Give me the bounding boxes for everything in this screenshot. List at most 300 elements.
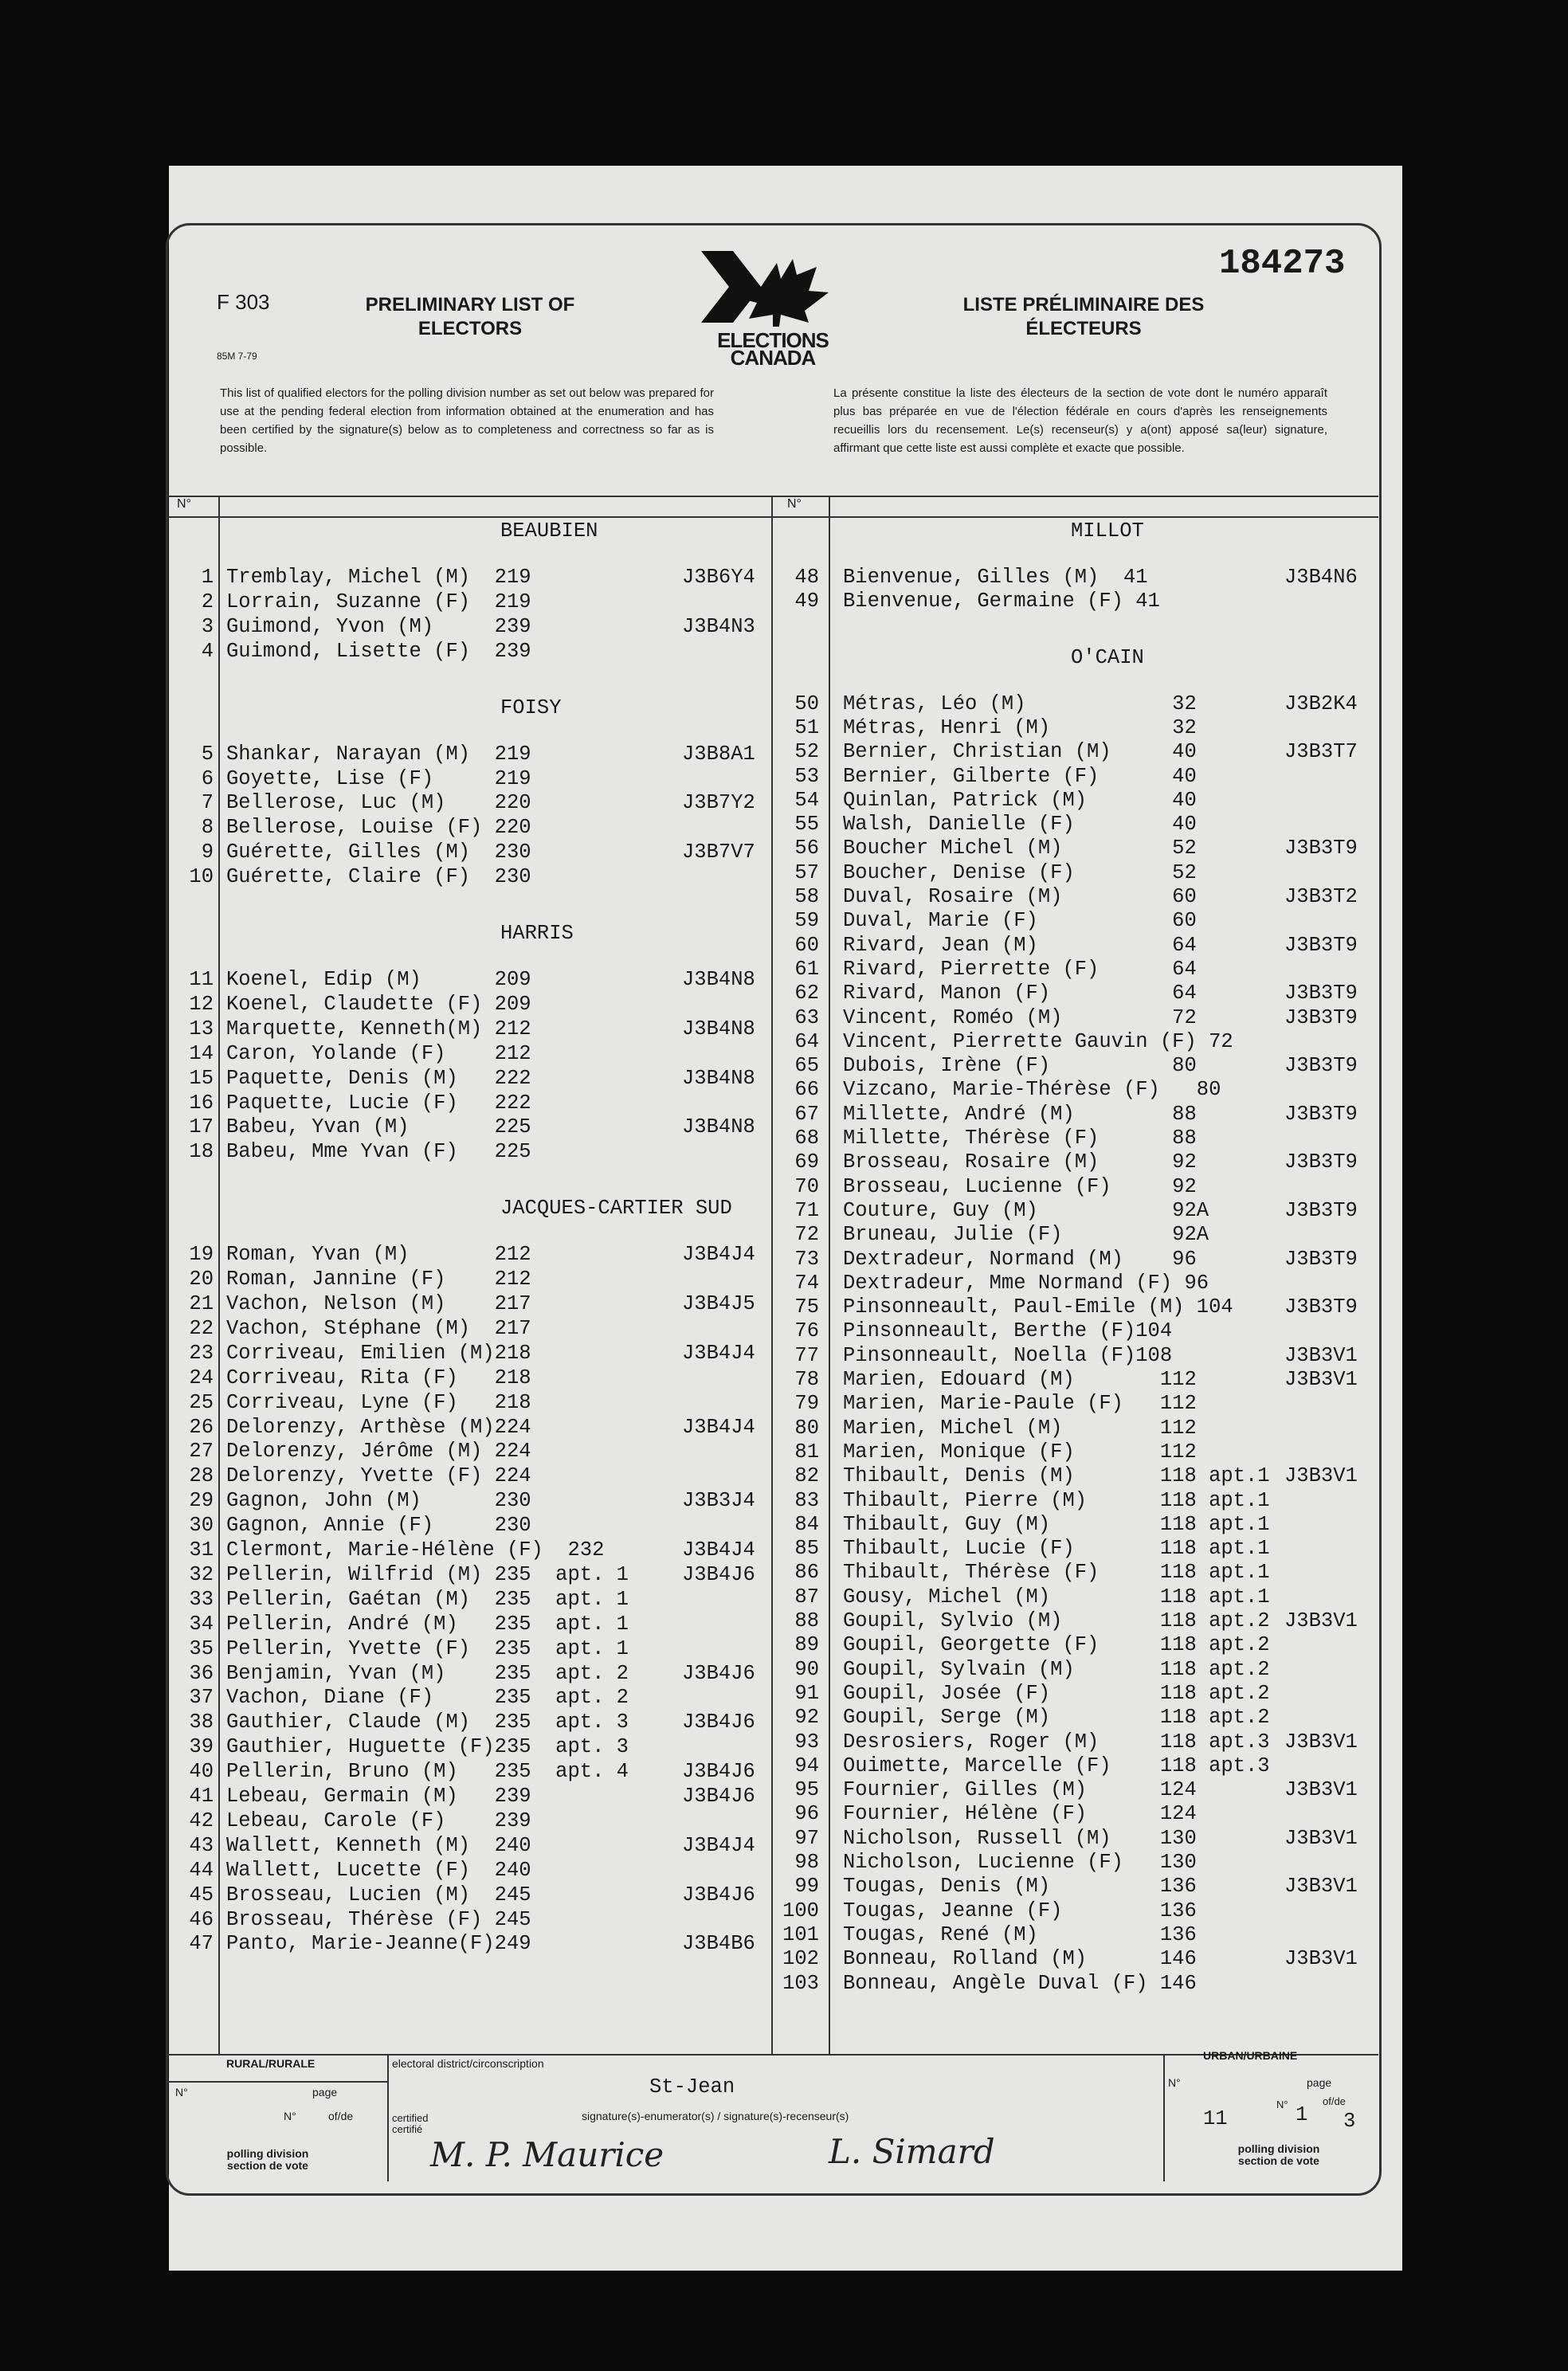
elector-entry: Vachon, Stéphane (M) 217 [226,1316,531,1340]
elector-number: 46 [189,1907,214,1931]
rural-no-2: N° [284,2110,296,2122]
elector-entry: Goyette, Lise (F) 219 [226,766,531,790]
elector-entry: Duval, Marie (F) 60 [843,909,1197,933]
elector-number: 34 [189,1612,214,1636]
elector-number: 15 [189,1066,214,1090]
elector-number: 69 [794,1150,819,1174]
elector-number: 12 [189,992,214,1016]
elector-number: 82 [794,1464,819,1488]
elector-entry: Bellerose, Louise (F) 220 [226,816,531,840]
title-en [319,293,621,341]
maple-leaf-x-icon [685,243,860,331]
form-code: 85M 7-79 [217,351,257,362]
elector-number: 86 [794,1561,819,1585]
elector-entry: Bonneau, Rolland (M) 146 [843,1947,1197,1971]
elector-entry: Paquette, Lucie (F) 222 [226,1091,531,1115]
elector-number: 7 [201,791,214,815]
elector-entry: Pinsonneault, Berthe (F)104 [843,1319,1173,1343]
elector-entry: Thibault, Lucie (F) 118 apt.1 [843,1537,1270,1561]
elector-entry: Shankar, Narayan (M) 219 [226,742,531,766]
elector-number: 9 [201,841,214,864]
elector-number: 11 [189,968,214,991]
postal-code: J3B3T2 [1284,885,1358,908]
elector-number: 59 [794,909,819,933]
elector-number: 63 [794,1005,819,1029]
elector-number: 52 [794,740,819,764]
elector-entry: Caron, Yolande (F) 212 [226,1041,531,1065]
elector-entry: Millette, André (M) 88 [843,1102,1197,1126]
elector-entry: Dubois, Irène (F) 80 [843,1054,1197,1078]
elector-number: 28 [189,1464,214,1488]
elector-number: 94 [794,1754,819,1777]
elector-entry: Wallett, Kenneth (M) 240 [226,1833,531,1857]
elector-number: 92 [794,1706,819,1730]
urban-polling-number: 11 [1203,2107,1228,2130]
elector-entry: Métras, Léo (M) 32 [843,692,1197,715]
elector-entry: Rivard, Pierrette (F) 64 [843,957,1197,981]
elector-entry: Walsh, Danielle (F) 40 [843,813,1197,837]
elector-number: 78 [794,1368,819,1391]
elector-entry: Tremblay, Michel (M) 219 [226,566,531,589]
elector-entry: Lebeau, Carole (F) 239 [226,1809,531,1832]
elector-number: 38 [189,1711,214,1734]
elector-number: 35 [189,1636,214,1660]
street-section-heading: JACQUES-CARTIER SUD [500,1197,732,1221]
postal-code: J3B3V1 [1284,1778,1358,1802]
elector-number: 71 [794,1198,819,1222]
elector-entry: Brosseau, Thérèse (F) 245 [226,1907,531,1931]
elector-number: 48 [794,566,819,589]
elector-number: 10 [189,865,214,889]
table-head-line [167,516,1378,518]
elector-number: 103 [782,1971,819,1995]
elector-number: 47 [189,1932,214,1956]
elector-entry: Vincent, Roméo (M) 72 [843,1005,1197,1029]
urban-polling-division: polling division section de vote [1237,2142,1320,2167]
intro-en: This list of qualified electors for the polling division number as set out below was prepared for use at the pending federal election from information obtained at the enumeration and has been certified by the signature(s) below as to completeness and correctness so far as is possible. [220,386,714,455]
elector-entry: Ouimette, Marcelle (F) 118 apt.3 [843,1754,1270,1777]
elector-entry: Delorenzy, Jérôme (M) 224 [226,1440,531,1464]
rural-of: of/de [328,2110,354,2122]
elector-entry: Rivard, Manon (F) 64 [843,982,1197,1005]
elector-number: 13 [189,1017,214,1040]
postal-code: J3B4J6 [682,1883,755,1907]
elector-entry: Paquette, Denis (M) 222 [226,1066,531,1090]
postal-code: J3B3V1 [1284,1343,1358,1367]
urban-page-of: 3 [1343,2110,1356,2133]
elector-entry: Koenel, Edip (M) 209 [226,968,531,991]
elector-number: 29 [189,1489,214,1513]
elector-entry: Thibault, Denis (M) 118 apt.1 [843,1464,1270,1488]
postal-code: J3B3V1 [1284,1826,1358,1850]
postal-code: J3B4J4 [682,1243,755,1267]
postal-code: J3B8A1 [682,742,755,766]
elector-number: 81 [794,1440,819,1464]
elector-number: 14 [189,1041,214,1065]
elector-entry: Gagnon, John (M) 230 [226,1489,531,1513]
postal-code: J3B4J4 [682,1341,755,1365]
postal-code: J3B3T9 [1284,1054,1358,1078]
postal-code: J3B4N6 [1284,566,1358,589]
elector-entry: Bernier, Gilberte (F) 40 [843,764,1197,788]
elector-number: 66 [794,1078,819,1102]
elector-entry: Bernier, Christian (M) 40 [843,740,1197,764]
elector-number: 55 [794,813,819,837]
postal-code: J3B3T9 [1284,1295,1358,1319]
elector-entry: Delorenzy, Arthèse (M)224 [226,1415,531,1439]
elector-number: 62 [794,982,819,1005]
elector-entry: Bruneau, Julie (F) 92A [843,1223,1209,1247]
elector-entry: Babeu, Mme Yvan (F) 225 [226,1140,531,1164]
elector-number: 32 [189,1562,214,1586]
footer-top-line [167,2054,1378,2056]
elector-entry: Delorenzy, Yvette (F) 224 [226,1464,531,1488]
elector-entry: Duval, Rosaire (M) 60 [843,885,1197,908]
elector-number: 56 [794,837,819,860]
postal-code: J3B3T9 [1284,1247,1358,1271]
elector-entry: Boucher Michel (M) 52 [843,837,1197,860]
postal-code: J3B4J4 [682,1833,755,1857]
elector-number: 2 [201,590,214,613]
elector-number: 39 [189,1735,214,1759]
postal-code: J3B3V1 [1284,1875,1358,1899]
postal-code: J3B4B6 [682,1932,755,1956]
postal-code: J3B4J6 [682,1760,755,1784]
postal-code: J3B3V1 [1284,1464,1358,1488]
elector-entry: Gauthier, Huguette (F)235 apt. 3 [226,1735,629,1759]
elector-number: 72 [794,1223,819,1247]
postal-code: J3B3V1 [1284,1947,1358,1971]
signature-1: M. P. Maurice [430,2135,664,2174]
elector-number: 74 [794,1271,819,1295]
postal-code: J3B4N3 [682,614,755,638]
center-right-divider [829,496,830,2054]
postal-code: J3B3T9 [1284,1150,1358,1174]
postal-code: J3B3V1 [1284,1368,1358,1391]
elector-entry: Brosseau, Lucien (M) 245 [226,1883,531,1907]
elector-number: 53 [794,764,819,788]
elector-number: 44 [189,1858,214,1882]
elector-entry: Panto, Marie-Jeanne(F)249 [226,1932,531,1956]
elector-entry: Vincent, Pierrette Gauvin (F) 72 [843,1029,1233,1053]
postal-code: J3B3T7 [1284,740,1358,764]
elector-entry: Goupil, Serge (M) 118 apt.2 [843,1706,1270,1730]
elector-number: 84 [794,1512,819,1536]
elector-entry: Bienvenue, Germaine (F) 41 [843,590,1160,613]
form-number: F 303 [217,290,270,314]
elector-entry: Brosseau, Rosaire (M) 92 [843,1150,1197,1174]
postal-code: J3B4J4 [682,1415,755,1439]
elector-number: 54 [794,788,819,812]
logo-text-elections: ELECTIONS [717,328,829,352]
elector-entry: Koenel, Claudette (F) 209 [226,992,531,1016]
urban-page-label: page [1307,2076,1332,2089]
postal-code: J3B7Y2 [682,791,755,815]
elector-number: 76 [794,1319,819,1343]
footer-divider-1 [387,2054,389,2181]
elector-number: 50 [794,692,819,715]
elector-entry: Pinsonneault, Paul-Emile (M) 104 [843,1295,1233,1319]
postal-code: J3B3V1 [1284,1730,1358,1754]
elector-entry: Roman, Jannine (F) 212 [226,1268,531,1291]
elector-number: 36 [189,1661,214,1685]
elector-entry: Gauthier, Claude (M) 235 apt. 3 [226,1711,629,1734]
elector-number: 37 [189,1686,214,1710]
elector-entry: Goupil, Georgette (F) 118 apt.2 [843,1633,1270,1657]
street-section-heading: HARRIS [500,922,574,945]
elector-number: 45 [189,1883,214,1907]
elector-number: 21 [189,1292,214,1315]
elector-entry: Thibault, Guy (M) 118 apt.1 [843,1512,1270,1536]
elector-entry: Marien, Michel (M) 112 [843,1416,1197,1440]
elector-entry: Goupil, Sylvain (M) 118 apt.2 [843,1657,1270,1681]
urban-label: URBAN/URBAINE [1203,2049,1298,2062]
logo-text-canada: CANADA [730,346,816,370]
elector-entry: Pellerin, Bruno (M) 235 apt. 4 [226,1760,629,1784]
elector-entry: Goupil, Josée (F) 118 apt.2 [843,1681,1270,1705]
elector-number: 41 [189,1785,214,1808]
elector-number: 18 [189,1140,214,1164]
elector-entry: Wallett, Lucette (F) 240 [226,1858,531,1882]
elector-number: 42 [189,1809,214,1832]
elector-entry: Quinlan, Patrick (M) 40 [843,788,1197,812]
urban-of-label: of/de [1323,2095,1346,2107]
signature-label: signature(s)-enumerator(s) / signature(s)-recenseur(s) [582,2110,849,2122]
elector-entry: Nicholson, Lucienne (F) 130 [843,1851,1197,1874]
elector-entry: Tougas, Denis (M) 136 [843,1875,1197,1899]
elector-number: 49 [794,590,819,613]
elector-entry: Marquette, Kenneth(M) 212 [226,1017,531,1040]
urban-no-label: N° [1168,2076,1181,2089]
elector-entry: Lebeau, Germain (M) 239 [226,1785,531,1808]
elector-entry: Guimond, Lisette (F) 239 [226,639,531,663]
elector-entry: Goupil, Sylvio (M) 118 apt.2 [843,1609,1270,1632]
elector-entry: Tougas, Jeanne (F) 136 [843,1899,1197,1922]
elector-entry: Thibault, Thérèse (F) 118 apt.1 [843,1561,1270,1585]
street-section-heading: BEAUBIEN [500,519,598,543]
elector-entry: Fournier, Gilles (M) 124 [843,1778,1197,1802]
elector-number: 61 [794,957,819,981]
footer-mid-line [167,2081,387,2083]
elector-entry: Desrosiers, Roger (M) 118 apt.3 [843,1730,1270,1754]
elector-entry: Vizcano, Marie-Thérèse (F) 80 [843,1078,1221,1102]
elector-entry: Rivard, Jean (M) 64 [843,933,1197,957]
title-fr [916,293,1251,341]
postal-code: J3B4J6 [682,1711,755,1734]
elector-entry: Pellerin, Yvette (F) 235 apt. 1 [226,1636,629,1660]
elector-number: 60 [794,933,819,957]
elector-number: 27 [189,1440,214,1464]
table-top-line [167,496,1378,497]
elector-entry: Benjamin, Yvan (M) 235 apt. 2 [226,1661,629,1685]
elector-entry: Métras, Henri (M) 32 [843,715,1197,739]
intro-fr: La présente constitue la liste des électeurs de la section de vote dont le numéro apparaît plus bas préparée en vue de l'élection fédérale en cours d'après les renseignements recueillis lors du recensement. Le(s) recenseur(s) y a(ont) apposé sa(leur) signature, affirmant que cette liste est aussi complète et exacte que possible. [833,386,1327,455]
elector-number: 16 [189,1091,214,1115]
postal-code: J3B3T9 [1284,1198,1358,1222]
postal-code: J3B4J6 [682,1785,755,1808]
elector-number: 97 [794,1826,819,1850]
elector-entry: Babeu, Yvan (M) 225 [226,1115,531,1139]
electoral-district-value: St-Jean [649,2075,735,2099]
rural-label: RURAL/RURALE [226,2057,316,2070]
elector-number: 57 [794,860,819,884]
elector-entry: Vachon, Diane (F) 235 apt. 2 [226,1686,629,1710]
elector-number: 101 [782,1922,819,1946]
postal-code: J3B4J5 [682,1292,755,1315]
elector-entry: Gagnon, Annie (F) 230 [226,1514,531,1538]
elector-number: 30 [189,1514,214,1538]
elector-entry: Pellerin, André (M) 235 apt. 1 [226,1612,629,1636]
street-section-heading: FOISY [500,696,562,719]
col-head-no-left: N° [177,497,191,511]
elector-number: 25 [189,1390,214,1414]
elector-entry: Clermont, Marie-Hélène (F) 232 [226,1538,605,1562]
street-section-heading: MILLOT [1071,519,1144,543]
elections-canada-logo [685,243,860,370]
elector-number: 102 [782,1947,819,1971]
elector-number: 100 [782,1899,819,1922]
elector-entry: Fournier, Hélène (F) 124 [843,1802,1197,1826]
elector-number: 17 [189,1115,214,1139]
serial-number: 184273 [1219,244,1346,284]
rural-no: N° [175,2086,188,2099]
postal-code: J3B4N8 [682,968,755,991]
elector-number: 64 [794,1029,819,1053]
elector-number: 19 [189,1243,214,1267]
elector-number: 98 [794,1851,819,1874]
elector-number: 95 [794,1778,819,1802]
elector-number: 33 [189,1587,214,1611]
col-head-no-right: N° [787,497,802,511]
elector-number: 1 [201,566,214,589]
elector-entry: Corriveau, Rita (F) 218 [226,1366,531,1389]
elector-number: 75 [794,1295,819,1319]
elector-number: 87 [794,1585,819,1609]
urban-page-number: 1 [1296,2103,1308,2126]
elector-number: 67 [794,1102,819,1126]
rural-polling-division: polling division section de vote [226,2147,309,2172]
elector-entry: Dextradeur, Normand (M) 96 [843,1247,1197,1271]
elector-entry: Guimond, Yvon (M) 239 [226,614,531,638]
elector-number: 90 [794,1657,819,1681]
elector-entry: Marien, Monique (F) 112 [843,1440,1197,1464]
postal-code: J3B3T9 [1284,1102,1358,1126]
postal-code: J3B4J4 [682,1538,755,1562]
postal-code: J3B6Y4 [682,566,755,589]
elector-entry: Dextradeur, Mme Normand (F) 96 [843,1271,1209,1295]
elector-entry: Brosseau, Lucienne (F) 92 [843,1174,1197,1198]
elector-number: 85 [794,1537,819,1561]
elector-number: 83 [794,1488,819,1512]
postal-code: J3B3T9 [1284,933,1358,957]
elector-number: 91 [794,1681,819,1705]
elector-number: 93 [794,1730,819,1754]
postal-code: J3B3T9 [1284,837,1358,860]
postal-code: J3B4N8 [682,1066,755,1090]
elector-number: 58 [794,885,819,908]
elector-number: 26 [189,1415,214,1439]
elector-number: 70 [794,1174,819,1198]
elector-entry: Bellerose, Luc (M) 220 [226,791,531,815]
postal-code: J3B3T9 [1284,1005,1358,1029]
elector-number: 23 [189,1341,214,1365]
elector-entry: Lorrain, Suzanne (F) 219 [226,590,531,613]
elector-number: 3 [201,614,214,638]
postal-code: J3B4J6 [682,1562,755,1586]
elector-entry: Guérette, Claire (F) 230 [226,865,531,889]
elector-number: 6 [201,766,214,790]
elector-number: 99 [794,1875,819,1899]
elector-entry: Roman, Yvan (M) 212 [226,1243,531,1267]
elector-entry: Marien, Edouard (M) 112 [843,1368,1197,1391]
elector-number: 88 [794,1609,819,1632]
left-number-divider [218,496,220,2054]
elector-entry: Guérette, Gilles (M) 230 [226,841,531,864]
elector-entry: Nicholson, Russell (M) 130 [843,1826,1197,1850]
elector-entry: Gousy, Michel (M) 118 apt.1 [843,1585,1270,1609]
elector-number: 51 [794,715,819,739]
footer-divider-2 [1163,2054,1165,2181]
postal-code: J3B4N8 [682,1017,755,1040]
elector-entry: Millette, Thérèse (F) 88 [843,1127,1197,1150]
elector-number: 43 [189,1833,214,1857]
signature-2: L. Simard [829,2132,995,2171]
elector-number: 79 [794,1392,819,1416]
urban-no-label-2: N° [1276,2099,1288,2110]
elector-number: 68 [794,1127,819,1150]
elector-entry: Corriveau, Emilien (M)218 [226,1341,531,1365]
elector-number: 5 [201,742,214,766]
street-section-heading: O'CAIN [1071,645,1144,669]
electoral-district-label: electoral district/circonscription [392,2057,544,2070]
elector-number: 24 [189,1366,214,1389]
elector-number: 80 [794,1416,819,1440]
elector-number: 65 [794,1054,819,1078]
title-en-line2: ELECTORS [417,318,523,339]
elector-entry: Vachon, Nelson (M) 217 [226,1292,531,1315]
elector-entry: Tougas, René (M) 136 [843,1922,1197,1946]
postal-code: J3B3T9 [1284,982,1358,1005]
postal-code: J3B4J6 [682,1661,755,1685]
postal-code: J3B2K4 [1284,692,1358,715]
elector-entry: Pellerin, Gaétan (M) 235 apt. 1 [226,1587,629,1611]
elector-number: 73 [794,1247,819,1271]
elector-number: 8 [201,816,214,840]
elector-entry: Pellerin, Wilfrid (M) 235 apt. 1 [226,1562,629,1586]
elector-number: 77 [794,1343,819,1367]
title-fr-line2: ÉLECTEURS [1025,318,1142,339]
title-en-line1: PRELIMINARY LIST OF [365,294,575,315]
elector-entry: Boucher, Denise (F) 52 [843,860,1197,884]
elector-entry: Bienvenue, Gilles (M) 41 [843,566,1148,589]
elector-number: 31 [189,1538,214,1562]
elector-entry: Corriveau, Lyne (F) 218 [226,1390,531,1414]
postal-code: J3B3J4 [682,1489,755,1513]
elector-number: 20 [189,1268,214,1291]
elector-entry: Couture, Guy (M) 92A [843,1198,1209,1222]
elector-number: 40 [189,1760,214,1784]
elector-entry: Pinsonneault, Noella (F)108 [843,1343,1173,1367]
postal-code: J3B7V7 [682,841,755,864]
certified-label: certified certifié [392,2112,429,2135]
elector-entry: Thibault, Pierre (M) 118 apt.1 [843,1488,1270,1512]
postal-code: J3B3V1 [1284,1609,1358,1632]
elector-entry: Marien, Marie-Paule (F) 112 [843,1392,1197,1416]
elector-number: 22 [189,1316,214,1340]
elector-number: 89 [794,1633,819,1657]
rural-page: page [312,2086,338,2099]
postal-code: J3B4N8 [682,1115,755,1139]
